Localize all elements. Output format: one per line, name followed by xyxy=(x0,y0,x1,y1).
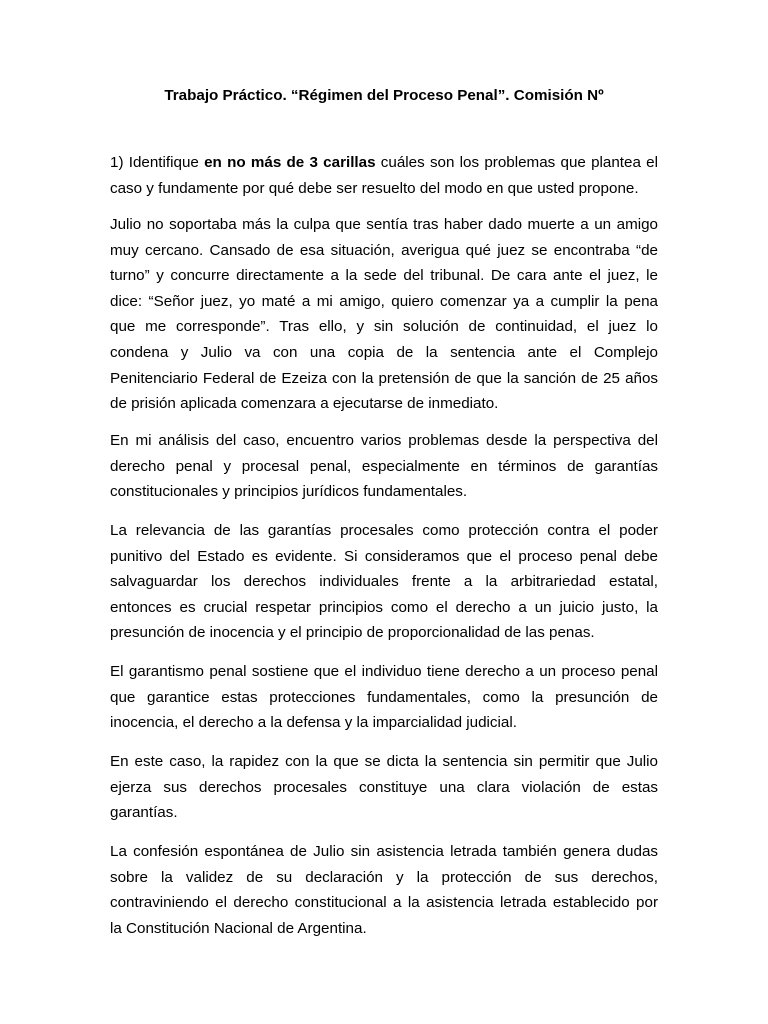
text-line xyxy=(110,340,658,366)
text-segment: ejerza sus derechos procesales constituye una clara violación de estas xyxy=(110,778,658,796)
text-line xyxy=(110,366,658,392)
text-line xyxy=(110,890,658,916)
text-segment: turno” y concurre directamente a la sede del tribunal. De cara ante el juez, le xyxy=(110,267,658,285)
text-segment: garantías. xyxy=(110,804,178,822)
text-line xyxy=(110,454,658,480)
text-segment: muy cercano. Cansado de esa situación, averigua qué juez se encontraba “de xyxy=(110,241,658,259)
document-title: Trabajo Práctico. “Régimen del Proceso Penal”. Comisión Nº xyxy=(164,87,604,104)
text-line xyxy=(110,391,658,417)
text-segment: En este caso, la rapidez con la que se dicta la sentencia sin permitir que Julio xyxy=(110,753,658,770)
text-segment: salvaguardar los derechos individuales frente a la arbitrariedad estatal, xyxy=(110,573,658,591)
text-segment: El garantismo penal sostiene que el individuo tiene derecho a un proceso penal xyxy=(110,663,658,680)
text-line xyxy=(110,749,658,775)
text-line xyxy=(110,775,658,801)
text-segment: En mi análisis del caso, encuentro varios problemas desde la perspectiva del xyxy=(110,432,658,449)
text-segment: Penitenciario Federal de Ezeiza con la pretensión de que la sanción de 25 años xyxy=(110,369,658,387)
text-line xyxy=(110,150,658,176)
text-segment: inocencia, el derecho a la defensa y la imparcialidad judicial. xyxy=(110,714,517,732)
text-segment: derecho penal y procesal penal, especialmente en términos de garantías xyxy=(110,457,658,475)
paragraph-violation xyxy=(110,749,658,826)
text-segment: dice: “Señor juez, yo maté a mi amigo, quiero comenzar ya a cumplir la pena xyxy=(110,292,658,310)
text-segment: cuáles son los problemas que plantea el xyxy=(375,154,658,171)
text-segment: punitivo del Estado es evidente. Si consideramos que el proceso penal debe xyxy=(110,547,658,565)
paragraph-guarantees xyxy=(110,518,658,646)
text-line xyxy=(110,569,658,595)
text-line xyxy=(110,544,658,570)
text-segment: Julio no soportaba más la culpa que sentía tras haber dado muerte a un amigo xyxy=(110,216,658,233)
text-segment: La relevancia de las garantías procesales como protección contra el poder xyxy=(110,522,658,539)
text-segment: entonces es crucial respetar principios como el derecho a un juicio justo, la xyxy=(110,598,658,616)
text-line xyxy=(110,710,658,736)
paragraph-analysis xyxy=(110,428,658,505)
paragraph-garantismo xyxy=(110,659,658,736)
text-segment: sobre la validez de su declaración y la protección de sus derechos, xyxy=(110,868,658,886)
text-line xyxy=(110,289,658,315)
text-line xyxy=(110,595,658,621)
text-segment: 1) Identifique xyxy=(110,154,205,171)
text-segment: constitucionales y principios jurídicos fundamentales. xyxy=(110,483,468,501)
text-line xyxy=(110,263,658,289)
text-segment: La confesión espontánea de Julio sin asistencia letrada también genera dudas xyxy=(110,843,658,860)
text-line xyxy=(110,212,658,238)
text-line xyxy=(110,238,658,264)
text-line xyxy=(110,479,658,505)
text-segment: que me corresponde”. Tras ello, y sin solución de continuidad, el juez lo xyxy=(110,318,658,336)
bold-text-segment: en no más de 3 carillas xyxy=(204,154,376,171)
text-segment: condena y Julio va con una copia de la sentencia ante el Complejo xyxy=(110,343,658,361)
text-line xyxy=(110,916,658,942)
text-line xyxy=(110,865,658,891)
text-segment: presunción de inocencia y el principio de proporcionalidad de las penas. xyxy=(110,624,595,642)
text-segment: que garantice estas protecciones fundamentales, como la presunción de xyxy=(110,688,658,706)
text-segment: caso y fundamente por qué debe ser resuelto del modo en que usted propone. xyxy=(110,179,639,197)
text-line xyxy=(110,839,658,865)
paragraph-instructions xyxy=(110,150,658,201)
text-line xyxy=(110,518,658,544)
paragraph-case xyxy=(110,212,658,417)
text-line xyxy=(110,659,658,685)
text-line xyxy=(110,685,658,711)
text-segment: la Constitución Nacional de Argentina. xyxy=(110,919,367,937)
text-segment: de prisión aplicada comenzara a ejecutarse de inmediato. xyxy=(110,395,499,413)
text-line xyxy=(110,176,658,202)
text-segment: contraviniendo el derecho constitucional a la asistencia letrada establecido por xyxy=(110,894,658,912)
paragraph-confession xyxy=(110,839,658,941)
text-line xyxy=(110,800,658,826)
text-line xyxy=(110,620,658,646)
text-line xyxy=(110,314,658,340)
text-line xyxy=(110,428,658,454)
